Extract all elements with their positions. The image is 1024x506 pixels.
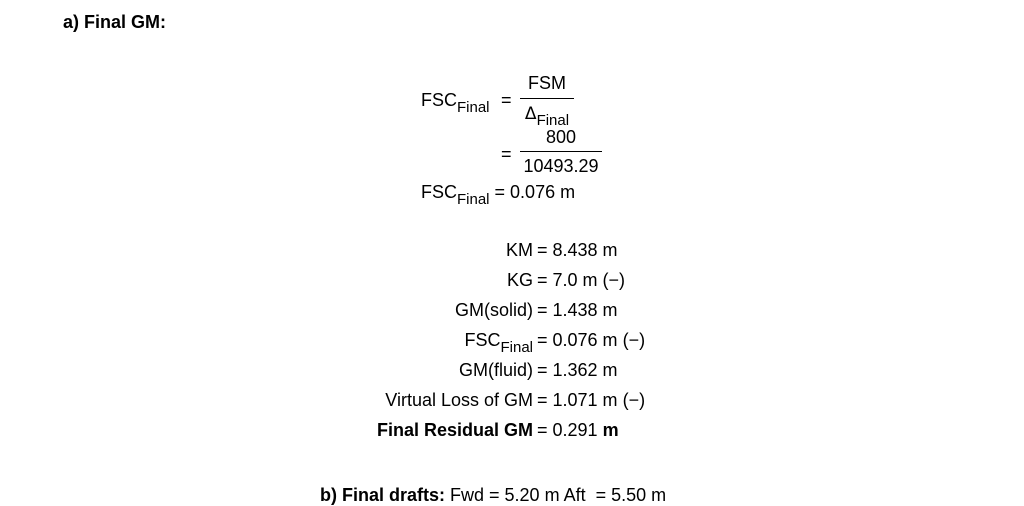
fwd-draft: Fwd = 5.20 m	[450, 485, 560, 505]
fsc-result-main: FSC	[421, 182, 457, 202]
step2-fraction-line	[520, 151, 602, 152]
minus-indicator: (−)	[622, 330, 646, 350]
fsc-lhs-sub: Final	[457, 99, 490, 116]
calc-label: GM(solid)	[454, 300, 533, 320]
final-drafts-line	[320, 486, 666, 504]
calc-value	[537, 331, 645, 349]
fsc-result	[421, 182, 576, 208]
step2-eq: =	[501, 144, 512, 164]
final-residual-value	[537, 421, 619, 439]
fsc-fraction-line	[520, 98, 574, 99]
aft-label: Aft	[563, 485, 586, 505]
calc-value-text: = 1.071 m	[537, 390, 618, 410]
fsc-numerator: FSM	[528, 73, 566, 93]
minus-indicator: (−)	[622, 390, 646, 410]
final-residual-unit: m	[602, 420, 619, 440]
fsc-lhs-main: FSC	[421, 90, 457, 110]
section-a-heading: a) Final GM:	[63, 12, 166, 32]
calc-value: = 8.438 m	[537, 240, 618, 260]
calc-value: = 1.362 m	[537, 360, 618, 380]
calc-value: = 1.438 m	[537, 300, 618, 320]
calc-value-text: = 0.076 m	[537, 330, 618, 350]
calc-value	[537, 391, 645, 409]
step2-denominator: 10493.29	[523, 156, 599, 176]
section-b-heading: b) Final drafts:	[320, 485, 445, 505]
calc-value-text: = 7.0 m	[537, 270, 598, 290]
fsc-denominator	[520, 104, 574, 129]
calc-label-main: FSC	[464, 330, 501, 350]
calc-label: KM	[506, 240, 533, 260]
fsc-lhs	[421, 90, 490, 116]
calc-value	[537, 271, 625, 289]
calc-label: KG	[506, 270, 533, 290]
fsc-eq: =	[501, 90, 512, 110]
calc-label-sub: Final	[500, 339, 533, 356]
fsc-result-value: = 0.076 m	[494, 182, 576, 202]
minus-indicator: (−)	[602, 270, 626, 290]
calc-label: Virtual Loss of GM	[385, 390, 533, 410]
calc-label: GM(fluid)	[458, 360, 533, 380]
aft-draft: = 5.50 m	[595, 485, 667, 505]
final-residual-number: = 0.291	[537, 420, 598, 440]
fsc-result-sub: Final	[457, 191, 490, 208]
calc-label	[464, 330, 533, 356]
final-residual-label: Final Residual GM	[376, 420, 533, 440]
step2-numerator: 800	[545, 127, 577, 147]
fsc-denominator-sub: Final	[536, 112, 570, 129]
delta-symbol: Δ	[524, 104, 537, 124]
